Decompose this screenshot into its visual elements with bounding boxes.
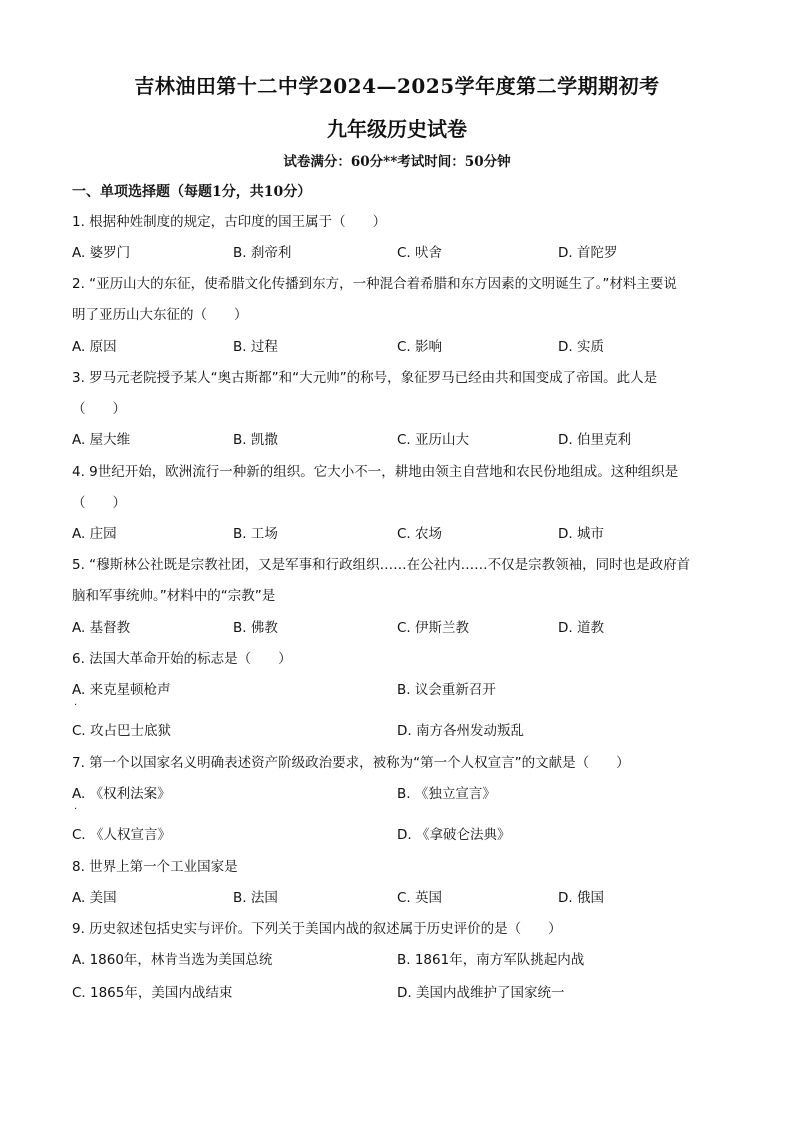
q8-option-b: B. 法国 xyxy=(233,890,278,906)
q9-option-d: D. 美国内战维护了国家统一 xyxy=(397,985,565,1001)
question-4-stem: 4. 9世纪开始，欧洲流行一种新的组织。它大小不一，耕地由领主自营地和农民份地组成。这种组织是 xyxy=(72,464,679,480)
q2-option-b: B. 过程 xyxy=(233,339,278,355)
question-1-stem: 1. 根据种姓制度的规定，古印度的国王属于（ ） xyxy=(72,214,387,230)
q7-option-b: B. 《独立宣言》 xyxy=(397,786,496,802)
question-2-stem: 2. “亚历山大的东征，使希腊文化传播到东方，一种混合着希腊和东方因素的文明诞生了。”材料主要说 xyxy=(72,276,677,292)
q8-option-c: C. 英国 xyxy=(397,890,443,906)
q8-option-d: D. 俄国 xyxy=(558,890,604,906)
q6-option-c: C. 攻占巴士底狱 xyxy=(72,723,172,739)
q5-option-b: B. 佛教 xyxy=(233,620,278,636)
q7-option-c: C. 《人权宣言》 xyxy=(72,827,172,843)
q4-option-c: C. 农场 xyxy=(397,526,443,542)
q9-option-c: C. 1865年，美国内战结束 xyxy=(72,985,233,1001)
section-heading: 一、单项选择题（每题1分，共10分） xyxy=(72,184,312,200)
q8-option-a: A. 美国 xyxy=(72,890,117,906)
q1-option-d: D. 首陀罗 xyxy=(558,245,618,261)
exam-title: 吉林油田第十二中学2024—2025学年度第二学期期初考 xyxy=(134,74,660,98)
q3-option-c: C. 亚历山大 xyxy=(397,432,470,448)
q2-option-c: C. 影响 xyxy=(397,339,443,355)
q2-option-a: A. 原因 xyxy=(72,339,117,355)
q9-option-a: A. 1860年，林肯当选为美国总统 xyxy=(72,952,273,968)
question-4-stem-cont: （ ） xyxy=(72,495,126,511)
q9-option-b: B. 1861年，南方军队挑起内战 xyxy=(397,952,585,968)
stray-dot: · xyxy=(74,700,78,711)
exam-meta: 试卷满分：60分**考试时间：50分钟 xyxy=(283,154,511,170)
q1-option-a: A. 婆罗门 xyxy=(72,245,131,261)
q6-option-b: B. 议会重新召开 xyxy=(397,682,496,698)
q7-option-a: A. 《权利法案》 xyxy=(72,786,171,802)
question-5-stem: 5. “穆斯林公社既是宗教社团，又是军事和行政组织……在公社内……不仅是宗教领袖，同时也是政府首 xyxy=(72,557,691,573)
question-8-stem: 8. 世界上第一个工业国家是 xyxy=(72,859,238,875)
q7-option-d: D. 《拿破仑法典》 xyxy=(397,827,511,843)
q6-option-a: A. 来克星顿枪声 xyxy=(72,682,171,698)
q5-option-a: A. 基督教 xyxy=(72,620,131,636)
q3-option-b: B. 凯撒 xyxy=(233,432,278,448)
q4-option-a: A. 庄园 xyxy=(72,526,117,542)
q4-option-d: D. 城市 xyxy=(558,526,604,542)
question-2-stem-cont: 明了亚历山大东征的（ ） xyxy=(72,307,248,323)
q1-option-b: B. 刹帝利 xyxy=(233,245,292,261)
question-5-stem-cont: 脑和军事统帅。”材料中的“宗教”是 xyxy=(72,588,276,604)
q1-option-c: C. 吠舍 xyxy=(397,245,443,261)
question-9-stem: 9. 历史叙述包括史实与评价。下列关于美国内战的叙述属于历史评价的是（ ） xyxy=(72,921,562,937)
question-3-stem: 3. 罗马元老院授予某人“奥古斯都”和“大元帅”的称号，象征罗马已经由共和国变成了帝国。此人是 xyxy=(72,370,658,386)
q6-option-d: D. 南方各州发动叛乱 xyxy=(397,723,524,739)
q4-option-b: B. 工场 xyxy=(233,526,278,542)
question-6-stem: 6. 法国大革命开始的标志是（ ） xyxy=(72,651,292,667)
question-7-stem: 7. 第一个以国家名义明确表述资产阶级政治要求，被称为“第一个人权宣言”的文献是（ ） xyxy=(72,755,630,771)
q3-option-d: D. 伯里克利 xyxy=(558,432,631,448)
stray-dot: · xyxy=(74,804,78,815)
q3-option-a: A. 屋大维 xyxy=(72,432,131,448)
question-3-stem-cont: （ ） xyxy=(72,401,126,417)
q5-option-d: D. 道教 xyxy=(558,620,604,636)
q2-option-d: D. 实质 xyxy=(558,339,604,355)
exam-subtitle: 九年级历史试卷 xyxy=(327,117,467,141)
q5-option-c: C. 伊斯兰教 xyxy=(397,620,470,636)
